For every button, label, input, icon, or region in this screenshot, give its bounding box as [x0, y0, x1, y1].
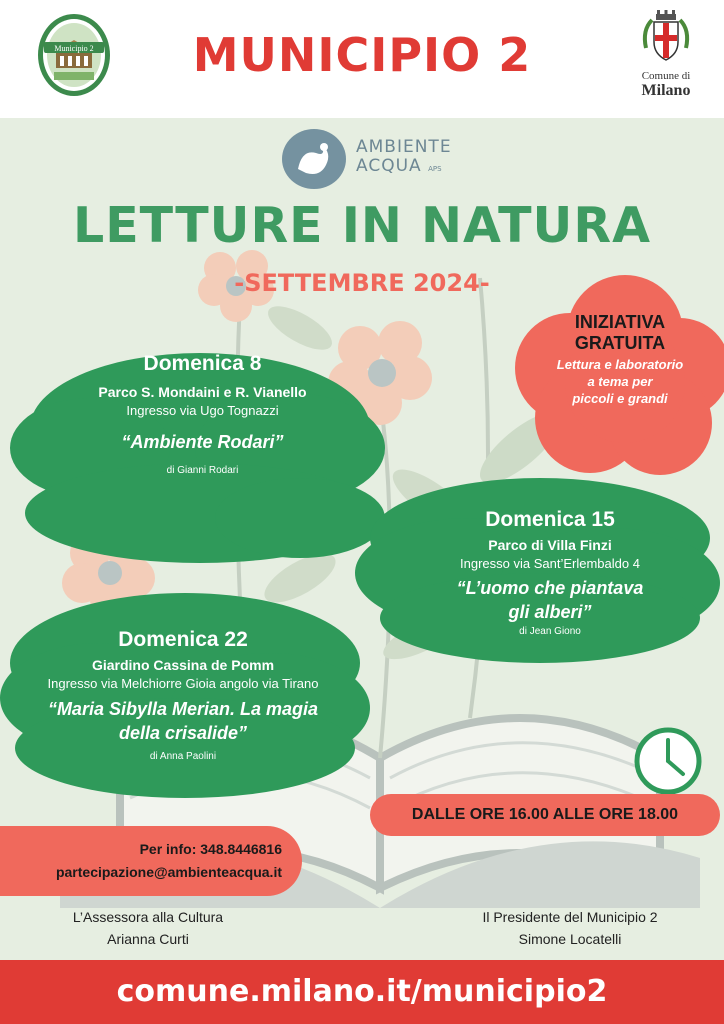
- event-book-line-2: della crisalide”: [118, 723, 248, 743]
- event-entrance: Ingresso via Ugo Tognazzi: [126, 403, 279, 418]
- badge-sub-line-3: piccoli e grandi: [572, 391, 668, 406]
- milano-label: Milano: [641, 81, 691, 99]
- event-author: di Gianni Rodari: [166, 465, 239, 476]
- event-subtitle: -SETTEMBRE 2024-: [234, 269, 490, 297]
- info-email: partecipazione@ambienteacqua.it: [55, 864, 282, 880]
- signature-left-name: Arianna Curti: [107, 931, 189, 947]
- ambiente-acqua-logo-icon: [280, 127, 348, 191]
- event-book: “Ambiente Rodari”: [121, 432, 284, 452]
- event-day: Domenica 8: [143, 352, 262, 375]
- acqua-label: ACQUA: [356, 156, 422, 176]
- signature-left-role: L’Assessora alla Cultura: [72, 909, 224, 925]
- event-day: Domenica 22: [118, 628, 248, 651]
- badge-sub-line-1: Lettura e laboratorio: [556, 357, 684, 372]
- event-card-2: [390, 508, 710, 637]
- event-card-3: [0, 628, 366, 762]
- ambiente-label: AMBIENTE: [356, 137, 452, 157]
- signature-right: [420, 906, 720, 950]
- event-time: DALLE ORE 16.00 ALLE ORE 18.00: [411, 806, 679, 823]
- contact-info: [10, 838, 282, 884]
- footer-url[interactable]: comune.milano.it/municipio2: [116, 974, 608, 1009]
- comune-milano-logo: [626, 10, 706, 106]
- event-place: Parco di Villa Finzi: [488, 537, 612, 553]
- aps-label: APS: [428, 165, 442, 173]
- badge-sub-line-2: a tema per: [587, 374, 653, 389]
- event-place: Parco S. Mondaini e R. Vianello: [98, 384, 307, 400]
- event-entrance: Ingresso via Sant’Erlembaldo 4: [460, 556, 640, 571]
- event-author: di Jean Giono: [519, 626, 581, 637]
- event-title: LETTURE IN NATURA: [72, 197, 651, 254]
- event-card-1: [30, 352, 375, 476]
- event-book-line-1: “Maria Sibylla Merian. La magia: [47, 699, 319, 719]
- signature-right-name: Simone Locatelli: [518, 931, 622, 947]
- municipio-logo-text: Municipio 2: [54, 44, 94, 53]
- info-phone: Per info: 348.8446816: [139, 841, 282, 857]
- event-place: Giardino Cassina de Pomm: [91, 657, 275, 673]
- milano-crest-icon: [638, 10, 694, 66]
- event-book-line-2: gli alberi”: [508, 602, 592, 622]
- signature-right-role: Il Presidente del Municipio 2: [482, 909, 658, 925]
- event-entrance: Ingresso via Melchiorre Gioia angolo via Tirano: [47, 676, 319, 691]
- event-book-line-1: “L’uomo che piantava: [456, 578, 644, 598]
- comune-label: Comune di: [641, 70, 691, 82]
- page-title: MUNICIPIO 2: [192, 28, 532, 82]
- badge-title-line-2: GRATUITA: [574, 333, 666, 353]
- event-author: di Anna Paolini: [149, 751, 217, 762]
- ambiente-acqua-name: [356, 138, 452, 179]
- free-initiative-badge: [530, 312, 710, 407]
- badge-title-line-1: INIZIATIVA: [574, 312, 666, 332]
- signature-left: [0, 906, 298, 950]
- event-day: Domenica 15: [485, 508, 615, 531]
